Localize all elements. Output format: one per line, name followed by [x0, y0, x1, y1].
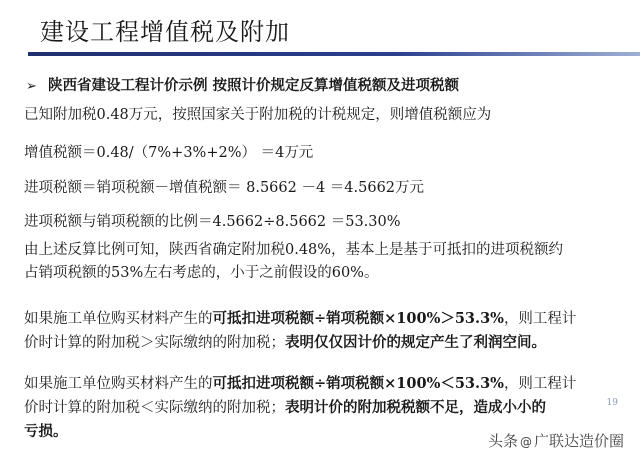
profit-case-result: 表明仅仅因计价的规定产生了利润空间。 [285, 334, 546, 351]
paragraph-profit-case-line-2 [24, 331, 624, 355]
paragraph-conclusion-line-2: 占销项税额的53%左右考虑的，小于之前假设的60%。 [24, 265, 379, 281]
paragraph-loss-case-line-2 [24, 396, 624, 420]
paragraph-loss-case-line-3: 亏损。 [24, 423, 68, 440]
paragraph-loss-case-line-1 [24, 372, 624, 396]
title-underline [28, 52, 640, 56]
section-heading [26, 74, 459, 95]
paragraph-conclusion-line-1: 由上述反算比例可知，陕西省确定附加税0.48%，基本上是基于可抵扣的进项税额约 [24, 242, 564, 258]
profit-case-condition: 可抵扣进项税额÷销项税额×100%＞53.3% [212, 310, 504, 327]
paragraph-known-surcharge: 已知附加税0.48万元，按照国家关于附加税的计税规定，则增值税额应为 [24, 107, 492, 123]
profit-case-text-a: 如果施工单位购买材料产生的 [24, 311, 213, 327]
page-number: 19 [606, 398, 618, 408]
watermark [484, 429, 628, 452]
paragraph-conclusion [24, 239, 624, 285]
profit-case-text-d: 价时计算的附加税＞实际缴纳的附加税； [24, 335, 285, 351]
watermark-prefix: 头条 [487, 432, 518, 450]
title-bar [0, 0, 640, 58]
slide-title: 建设工程增值税及附加 [40, 18, 290, 46]
paragraph-vat-formula: 增值税额＝0.48/（7%+3%+2%） ＝4万元 [24, 145, 314, 161]
loss-case-text-c: ，则工程计 [503, 376, 577, 392]
paragraph-input-tax-formula: 进项税额＝销项税额－增值税额＝ 8.5662 －4 ＝4.5662万元 [24, 180, 425, 196]
at-icon: @ [519, 435, 532, 449]
loss-case-result: 表明计价的附加税税额不足，造成小小的 [285, 399, 546, 416]
section-heading-text: 陕西省建设工程计价示例 按照计价规定反算增值税额及进项税额 [48, 78, 460, 94]
loss-case-text-d: 价时计算的附加税＜实际缴纳的附加税； [24, 400, 285, 416]
paragraph-profit-case-line-1 [24, 307, 624, 331]
profit-case-text-c: ，则工程计 [503, 311, 577, 327]
loss-case-text-a: 如果施工单位购买材料产生的 [24, 376, 213, 392]
loss-case-condition: 可抵扣进项税额÷销项税额×100%＜53.3% [212, 375, 504, 392]
paragraph-profit-case [24, 307, 624, 355]
paragraph-ratio-formula: 进项税额与销项税额的比例＝4.5662÷8.5662 ＝53.30% [24, 214, 401, 230]
watermark-name: 广联达造价圈 [533, 432, 624, 450]
arrow-bullet-icon: ➢ [26, 79, 37, 94]
